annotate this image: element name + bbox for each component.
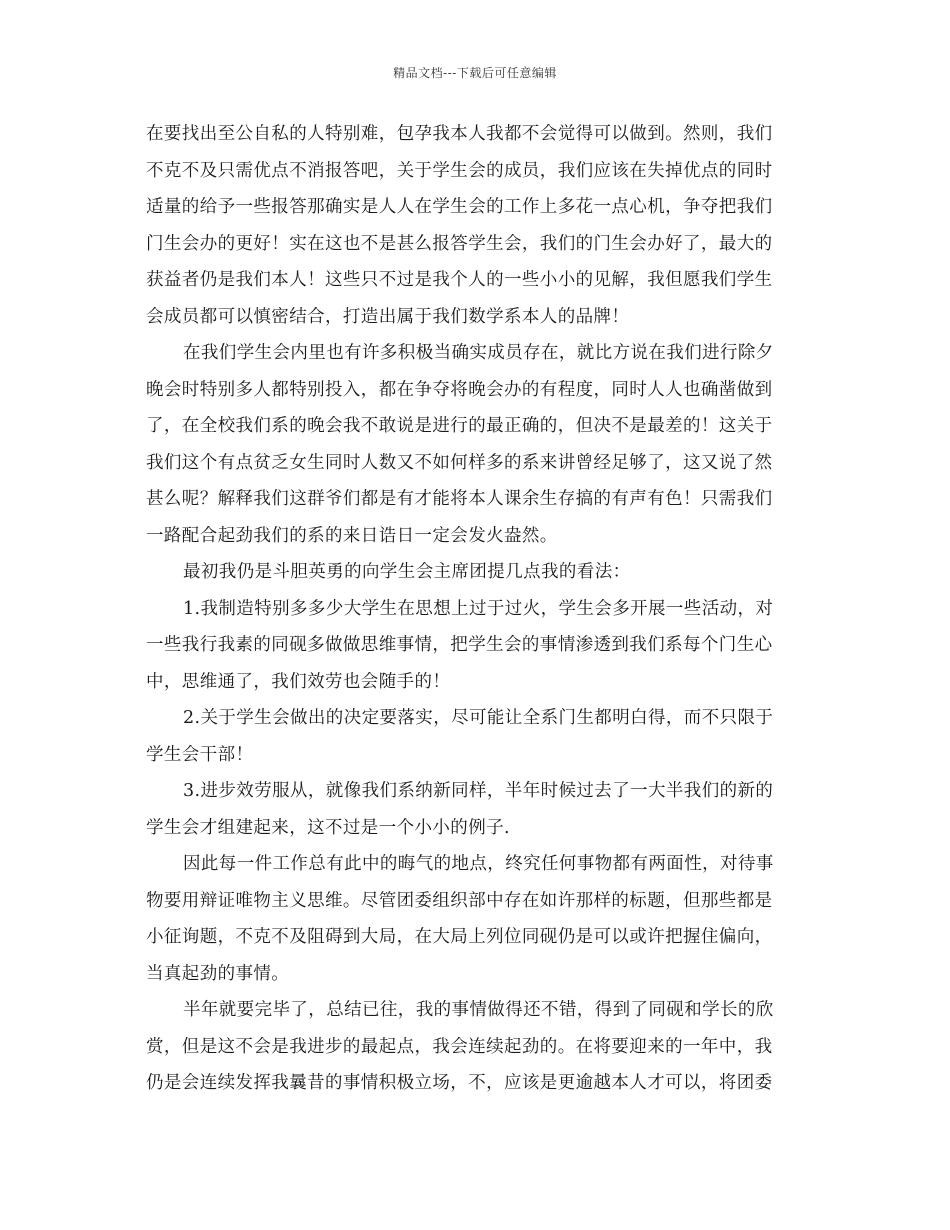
text-line: 甚么呢？解释我们这群爷们都是有才能将本人课余生存搞的有声有色！只需我们 bbox=[146, 489, 773, 509]
text-line: 赏，但是这不会是我进步的最起点，我会连续起劲的。在将要迎来的一年中，我 bbox=[146, 1036, 773, 1057]
text-line: 一些我行我素的同砚多做做思维事情，把学生会的事情渗透到我们系每个门生心 bbox=[146, 635, 773, 655]
document-body bbox=[146, 116, 806, 1102]
text-line: 2.关于学生会做出的决定要落实，尽可能让全系门生都明白得，而不只限于 bbox=[183, 708, 774, 728]
text-line: 物要用辩证唯物主义思维。尽管团委组织部中存在如许那样的标题，但那些都是 bbox=[146, 890, 773, 911]
text-line: 仍是会连续发挥我曩昔的事情积极立场，不，应该是更逾越本人才可以，将团委 bbox=[146, 1073, 773, 1093]
text-line: 最初我仍是斗胆英勇的向学生会主席团提几点我的看法： bbox=[183, 562, 631, 582]
text-line: 门生会办的更好！实在这也不是甚么报答学生会，我们的门生会办好了，最大的 bbox=[146, 233, 773, 254]
text-line: 小征询题，不克不及阻碍到大局，在大局上列位同砚仍是可以或许把握住偏向， bbox=[146, 927, 773, 947]
text-line: 3.进步效劳服从，就像我们系纳新同样，半年时候过去了一大半我们的新的 bbox=[183, 781, 774, 801]
text-line: 因此每一件工作总有此中的晦气的地点，终究任何事物都有两面性，对待事 bbox=[183, 854, 774, 874]
page-header: 精品文档---下载后可任意编辑 bbox=[393, 66, 557, 80]
text-line: 获益者仍是我们本人！这些只不过是我个人的一些小小的见解，我但愿我们学生 bbox=[146, 270, 773, 290]
text-line: 会成员都可以慎密结合，打造出属于我们数学系本人的品牌！ bbox=[146, 306, 630, 327]
text-line: 中，思维通了，我们效劳也会随手的！ bbox=[146, 671, 451, 692]
text-line: 一路配合起劲我们的系的来日诰日一定会发火盎然。 bbox=[146, 525, 558, 546]
text-line: 学生会才组建起来，这不过是一个小小的例子. bbox=[146, 817, 510, 838]
text-line: 当真起劲的事情。 bbox=[146, 963, 290, 984]
text-line: 在要找出至公自私的人特别难，包孕我本人我都不会觉得可以做到。然则，我们 bbox=[146, 124, 773, 144]
text-line: 我们这个有点贫乏女生同时人数又不如何样多的系来讲曾经足够了，这又说了然 bbox=[146, 452, 773, 473]
text-line: 学生会干部！ bbox=[146, 744, 254, 765]
text-line: 了，在全校我们系的晚会我不敢说是进行的最正确的，但决不是最差的！这关于 bbox=[146, 416, 773, 436]
text-line: 1.我制造特别多多少大学生在思想上过于过火，学生会多开展一些活动，对 bbox=[183, 598, 774, 619]
text-line: 在我们学生会内里也有许多积极当确实成员存在，就比方说在我们进行除夕 bbox=[183, 343, 774, 363]
text-line: 半年就要完毕了，总结已往，我的事情做得还不错，得到了同砚和学长的欣 bbox=[183, 1000, 774, 1020]
text-line: 适量的给予一些报答那确实是人人在学生会的工作上多花一点心机，争夺把我们 bbox=[146, 197, 773, 217]
text-line: 晚会时特别多人都特别投入，都在争夺将晚会办的有程度，同时人人也确凿做到 bbox=[146, 379, 773, 400]
text-line: 不克不及只需优点不消报答吧，关于学生会的成员，我们应该在失掉优点的同时 bbox=[146, 160, 773, 181]
